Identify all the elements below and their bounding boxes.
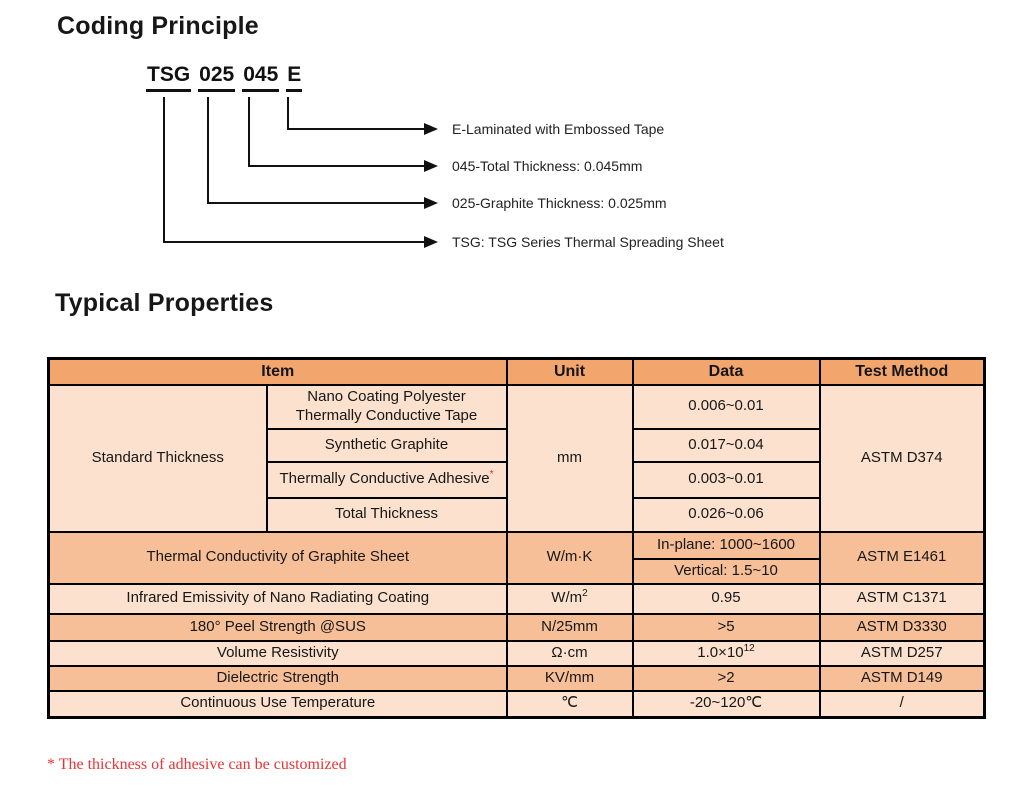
unit-base: W/m bbox=[551, 589, 583, 607]
cell-item-total-thickness: Total Thickness bbox=[267, 498, 507, 532]
cell-data-peel: >5 bbox=[633, 614, 820, 641]
table-row bbox=[49, 641, 985, 666]
cell-data-resistivity bbox=[633, 641, 820, 666]
cell-test-none: / bbox=[820, 691, 985, 718]
arrow-right-icon bbox=[424, 123, 438, 135]
table-row bbox=[49, 691, 985, 718]
code-segment-e: E bbox=[286, 62, 302, 92]
cell-item-synthetic-graphite: Synthetic Graphite bbox=[267, 429, 507, 462]
cell-item-dielectric-strength: Dielectric Strength bbox=[49, 666, 507, 691]
cell-data-nano-tape: 0.006~0.01 bbox=[633, 385, 820, 429]
header-unit: Unit bbox=[507, 359, 633, 386]
code-label-025: 025-Graphite Thickness: 0.025mm bbox=[452, 195, 667, 211]
cell-test-astm-c1371: ASTM C1371 bbox=[820, 584, 985, 614]
product-code bbox=[146, 62, 302, 92]
cell-data-temp-range: -20~120℃ bbox=[633, 691, 820, 718]
code-segment-tsg: TSG bbox=[146, 62, 191, 92]
table-row bbox=[49, 532, 985, 559]
coding-principle-title: Coding Principle bbox=[57, 12, 259, 40]
cell-item-volume-resistivity: Volume Resistivity bbox=[49, 641, 507, 666]
cell-test-astm-e1461: ASTM E1461 bbox=[820, 532, 985, 584]
connector-vline-025 bbox=[207, 97, 209, 204]
header-data: Data bbox=[633, 359, 820, 386]
cell-test-astm-d374: ASTM D374 bbox=[820, 385, 985, 532]
cell-data-total-thickness: 0.026~0.06 bbox=[633, 498, 820, 532]
cell-test-astm-d257: ASTM D257 bbox=[820, 641, 985, 666]
code-label-045: 045-Total Thickness: 0.045mm bbox=[452, 158, 643, 174]
table-row bbox=[49, 385, 985, 429]
cell-item-conductive-adhesive bbox=[267, 462, 507, 498]
code-label-e: E-Laminated with Embossed Tape bbox=[452, 121, 665, 137]
adhesive-footnote: * The thickness of adhesive can be customized bbox=[47, 756, 347, 773]
connector-hline-045 bbox=[248, 165, 424, 167]
table-row bbox=[49, 666, 985, 691]
table-row bbox=[49, 614, 985, 641]
cell-data-conductive-adhesive: 0.003~0.01 bbox=[633, 462, 820, 498]
cell-unit-n25mm: N/25mm bbox=[507, 614, 633, 641]
cell-item-infrared-emissivity: Infrared Emissivity of Nano Radiating Coating bbox=[49, 584, 507, 614]
connector-vline-e bbox=[287, 97, 289, 130]
connector-hline-025 bbox=[207, 202, 424, 204]
cell-unit-kvmm: KV/mm bbox=[507, 666, 633, 691]
table-header-row bbox=[49, 359, 985, 386]
table-row bbox=[49, 584, 985, 614]
arrow-right-icon bbox=[424, 236, 438, 248]
adhesive-label: Thermally Conductive Adhesive bbox=[279, 470, 490, 488]
arrow-right-icon bbox=[424, 160, 438, 172]
resistivity-base: 1.0×10 bbox=[697, 643, 744, 661]
cell-test-astm-d149: ASTM D149 bbox=[820, 666, 985, 691]
nano-tape-line2: Thermally Conductive Tape bbox=[295, 406, 478, 424]
code-segment-045: 045 bbox=[242, 62, 279, 92]
cell-item-continuous-use-temp: Continuous Use Temperature bbox=[49, 691, 507, 718]
code-label-tsg: TSG: TSG Series Thermal Spreading Sheet bbox=[452, 234, 724, 250]
cell-item-peel-strength: 180° Peel Strength @SUS bbox=[49, 614, 507, 641]
cell-unit-mm: mm bbox=[507, 385, 633, 532]
unit-sup: 2 bbox=[582, 588, 588, 600]
header-item: Item bbox=[49, 359, 507, 386]
header-test-method: Test Method bbox=[820, 359, 985, 386]
cell-item-thermal-conductivity: Thermal Conductivity of Graphite Sheet bbox=[49, 532, 507, 584]
cell-unit-celsius: ℃ bbox=[507, 691, 633, 718]
nano-tape-line1: Nano Coating Polyester bbox=[307, 388, 466, 405]
adhesive-asterisk: * bbox=[489, 469, 494, 481]
cell-test-astm-d3330: ASTM D3330 bbox=[820, 614, 985, 641]
connector-hline-e bbox=[287, 128, 424, 130]
cell-unit-ohm-cm: Ω·cm bbox=[507, 641, 633, 666]
cell-standard-thickness: Standard Thickness bbox=[49, 385, 267, 532]
arrow-right-icon bbox=[424, 197, 438, 209]
cell-unit-wm2 bbox=[507, 584, 633, 614]
resistivity-exponent: 12 bbox=[743, 642, 755, 654]
cell-data-dielectric: >2 bbox=[633, 666, 820, 691]
cell-data-vertical: Vertical: 1.5~10 bbox=[633, 559, 820, 584]
cell-data-in-plane: In-plane: 1000~1600 bbox=[633, 532, 820, 559]
cell-unit-wmk: W/m·K bbox=[507, 532, 633, 584]
cell-data-synthetic-graphite: 0.017~0.04 bbox=[633, 429, 820, 462]
cell-data-emissivity: 0.95 bbox=[633, 584, 820, 614]
connector-vline-tsg bbox=[163, 97, 165, 243]
connector-vline-045 bbox=[248, 97, 250, 167]
code-segment-025: 025 bbox=[198, 62, 235, 92]
cell-item-nano-tape bbox=[267, 385, 507, 429]
connector-hline-tsg bbox=[163, 241, 424, 243]
typical-properties-title: Typical Properties bbox=[55, 289, 274, 317]
typical-properties-table bbox=[47, 357, 986, 719]
